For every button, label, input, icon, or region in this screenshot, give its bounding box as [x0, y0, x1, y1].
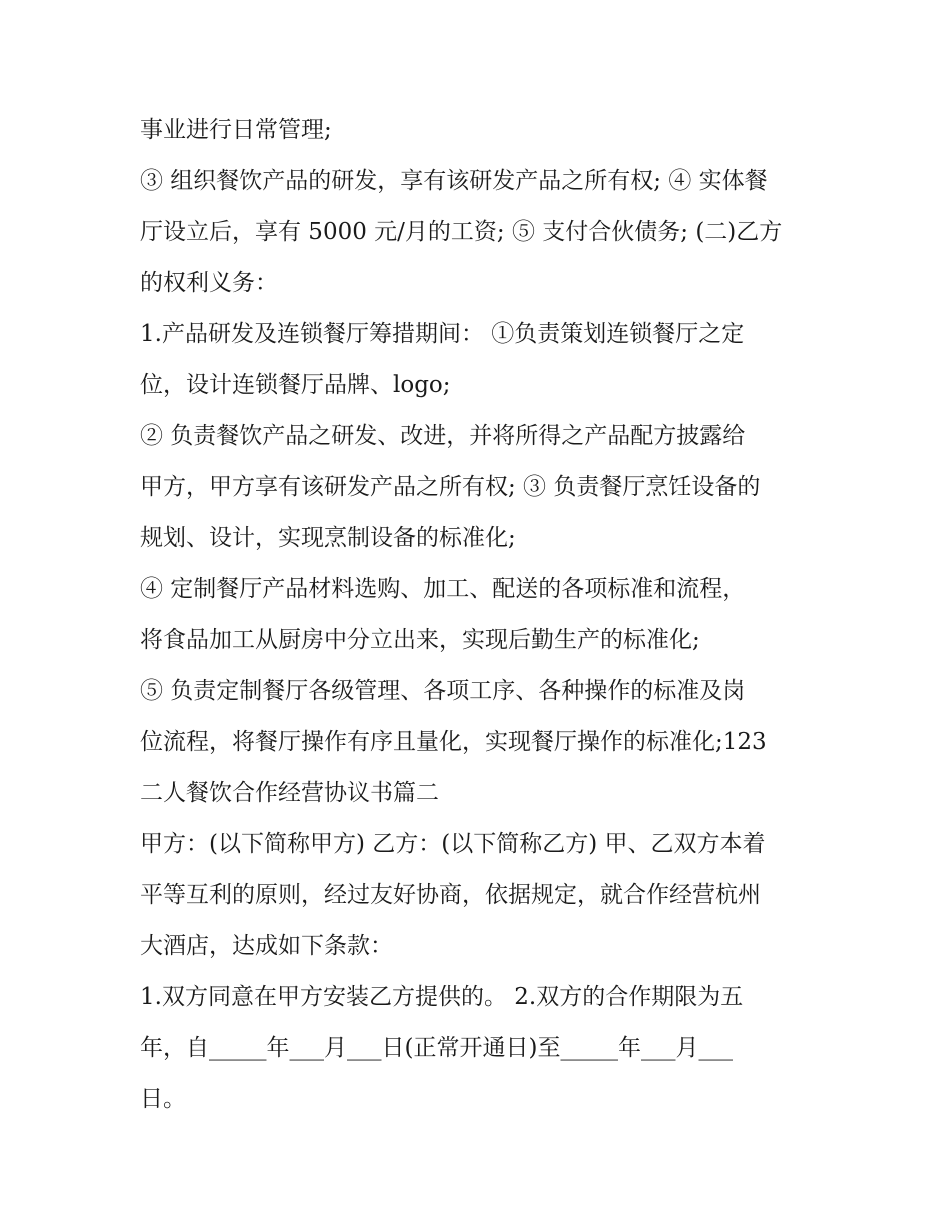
text-line: 平等互利的原则，经过友好协商，依据规定，就合作经营杭州 — [140, 882, 761, 908]
text-line: 日。 — [140, 1086, 186, 1112]
text-line: ② 负责餐饮产品之研发、改进，并将所得之产品配方披露给 — [140, 423, 746, 449]
text-line: 的权利义务： — [140, 270, 278, 296]
text-line: ③ 组织餐饮产品的研发，享有该研发产品之所有权; ④ 实体餐 — [140, 168, 768, 194]
text-line: 规划、设计，实现烹制设备的标准化; — [140, 525, 516, 551]
text-line: 厅设立后，享有 5000 元/月的工资; ⑤ 支付合伙债务; (二)乙方 — [140, 219, 783, 245]
text-line: 1.产品研发及连锁餐厅筹措期间： ①负责策划连锁餐厅之定 — [140, 321, 745, 347]
text-line: 将食品加工从厨房中分立出来，实现后勤生产的标准化; — [140, 627, 700, 653]
text-line: 位，设计连锁餐厅品牌、logo; — [140, 372, 451, 398]
text-line: 大酒店，达成如下条款： — [140, 933, 393, 959]
text-line: 事业进行日常管理; — [140, 117, 332, 143]
text-line: 甲方：(以下简称甲方) 乙方：(以下简称乙方) 甲、乙双方本着 — [140, 831, 766, 857]
text-line: ④ 定制餐厅产品材料选购、加工、配送的各项标准和流程， — [140, 576, 746, 602]
text-line: ⑤ 负责定制餐厅各级管理、各项工序、各种操作的标准及岗 — [140, 678, 746, 704]
text-line: 位流程，将餐厅操作有序且量化，实现餐厅操作的标准化;123 — [140, 729, 767, 755]
section-heading: 二人餐饮合作经营协议书篇二 — [140, 780, 439, 806]
document-body — [140, 105, 830, 1125]
text-line: 1.双方同意在甲方安装乙方提供的。 2.双方的合作期限为五 — [140, 984, 744, 1010]
text-line: 年，自_____年___月___日(正常开通日)至_____年___月___ — [140, 1035, 733, 1061]
text-line: 甲方，甲方享有该研发产品之所有权; ③ 负责餐厅烹饪设备的 — [140, 474, 761, 500]
